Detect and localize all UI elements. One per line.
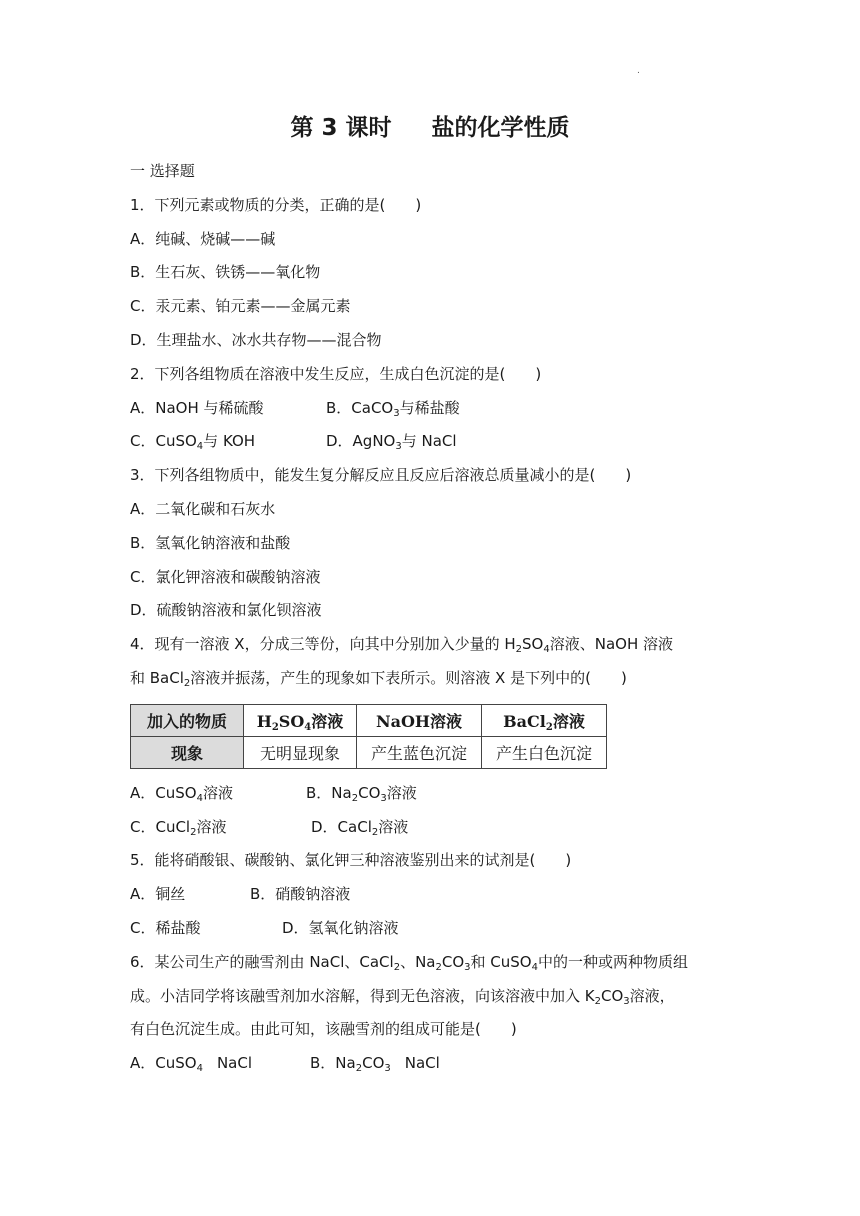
q2-option-c: C．CuSO$_4$与 KOH bbox=[130, 432, 256, 453]
q1-option-c: C．汞元素、铂元素——金属元素 bbox=[130, 297, 351, 316]
q5-stem: 5．能将硝酸银、碳酸钠、氯化钾三种溶液鉴别出来的试剂是( ) bbox=[130, 851, 572, 870]
q2-option-b: B．CaCO$_3$与稀盐酸 bbox=[326, 398, 460, 419]
q2-option-d: D．AgNO$_3$与 NaCl bbox=[326, 432, 457, 453]
q2-options-cd bbox=[130, 425, 740, 459]
q4-option-b: B．$Na_2CO_3$溶液 bbox=[306, 783, 417, 804]
table-header-substance: 加入的物质 bbox=[131, 704, 244, 736]
table-row bbox=[131, 736, 607, 768]
table-cell: 产生白色沉淀 bbox=[482, 736, 607, 768]
q6-stem-line2: 成。小洁同学将该融雪剂加水溶解，得到无色溶液，向该溶液中加入 $K_2CO_3$溶液， bbox=[130, 986, 675, 1007]
q1-option-b: B．生石灰、铁锈——氧化物 bbox=[130, 263, 321, 282]
q5-option-a: A．铜丝 bbox=[130, 885, 186, 904]
q4-option-c: C．CuCl$_2$溶液 bbox=[130, 817, 227, 838]
q3-stem: 3．下列各组物质中，能发生复分解反应且反应后溶液总质量减小的是( ) bbox=[130, 466, 632, 485]
q4-option-a: A．CuSO$_4$溶液 bbox=[130, 783, 233, 804]
q2-stem: 2．下列各组物质在溶液中发生反应，生成白色沉淀的是( ) bbox=[130, 364, 542, 383]
q4-observation-table bbox=[130, 704, 607, 769]
table-row bbox=[131, 704, 607, 736]
page-title bbox=[0, 113, 860, 143]
q1-option-d: D．生理盐水、冰水共存物——混合物 bbox=[130, 330, 382, 349]
q6-stem-line1: 6．某公司生产的融雪剂由 NaCl、CaCl$_2$、$Na_2CO_3$和 CuSO$_4$中的一种或两种物质组 bbox=[130, 952, 688, 973]
q5-option-b: B．硝酸钠溶液 bbox=[250, 885, 351, 904]
corner-dot: . bbox=[637, 66, 640, 76]
q5-options-cd bbox=[130, 912, 740, 946]
q6-option-a: A．CuSO$_4$ NaCl bbox=[130, 1054, 253, 1075]
q6-stem-line3: 有白色沉淀生成。由此可知，该融雪剂的组成可能是( ) bbox=[130, 1020, 517, 1039]
table-col-h2so4: $H_2SO_4$溶液 bbox=[244, 704, 357, 736]
question-list bbox=[130, 155, 740, 1081]
q1-option-a: A．纯碱、烧碱——碱 bbox=[130, 229, 276, 248]
table-header-phenomenon: 现象 bbox=[131, 736, 244, 768]
q3-option-d: D．硫酸钠溶液和氯化钡溶液 bbox=[130, 601, 322, 620]
lesson-number: 第 3 课时 bbox=[290, 115, 392, 141]
q2-option-a: A．NaOH 与稀硫酸 bbox=[130, 398, 264, 417]
section-heading: 一 选择题 bbox=[130, 162, 195, 180]
lesson-topic: 盐的化学性质 bbox=[431, 115, 570, 141]
table-cell: 无明显现象 bbox=[244, 736, 357, 768]
q3-option-a: A．二氧化碳和石灰水 bbox=[130, 499, 276, 518]
q3-option-c: C．氯化钾溶液和碳酸钠溶液 bbox=[130, 567, 321, 586]
q3-option-b: B．氢氧化钠溶液和盐酸 bbox=[130, 533, 291, 552]
table-col-naoh: NaOH溶液 bbox=[357, 704, 482, 736]
table-cell: 产生蓝色沉淀 bbox=[357, 736, 482, 768]
q4-options-ab bbox=[130, 777, 740, 811]
q4-option-d: D．CaCl$_2$溶液 bbox=[311, 817, 409, 838]
q5-option-d: D．氢氧化钠溶液 bbox=[282, 918, 399, 937]
q6-option-b: B．$Na_2CO_3$ NaCl bbox=[310, 1054, 440, 1075]
q4-options-cd bbox=[130, 811, 740, 845]
q4-stem-line2: 和 BaCl$_2$溶液并振荡，产生的现象如下表所示。则溶液 X 是下列中的( ) bbox=[130, 668, 627, 689]
q5-options-ab bbox=[130, 878, 740, 912]
q6-options-ab bbox=[130, 1047, 740, 1081]
table-col-bacl2: BaCl$_2$溶液 bbox=[482, 704, 607, 736]
q1-stem: 1．下列元素或物质的分类，正确的是( ) bbox=[130, 195, 422, 214]
q5-option-c: C．稀盐酸 bbox=[130, 918, 201, 937]
q4-stem-line1: 4．现有一溶液 X，分成三等份，向其中分别加入少量的 $H_2SO_4$溶液、NaOH 溶液 bbox=[130, 635, 673, 656]
q2-options-ab bbox=[130, 392, 740, 426]
